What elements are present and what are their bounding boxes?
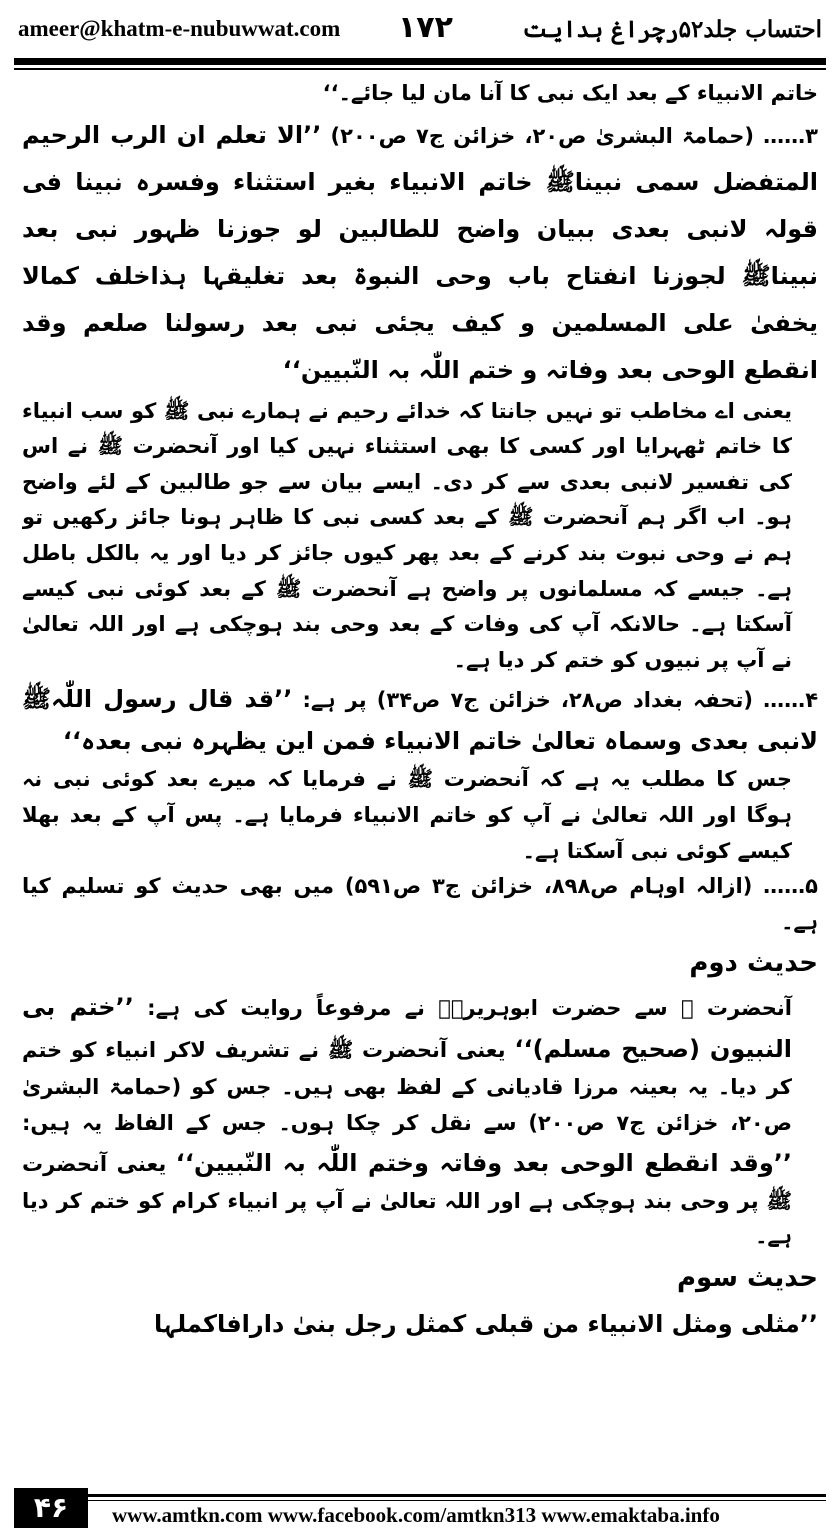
paragraph-8: ’’مثلی ومثل الانبیاء من قبلی کمثل رجل بنیٰ دارافاکملہا: [154, 1309, 818, 1338]
paragraph-3: یعنی اے مخاطب تو نہیں جانتا کہ خدائے رحیم نے ہمارے نبی ﷺ کو سب انبیاء کا خاتم ٹھہرایا اور کسی کا بھی استثناء نہیں کیا اور آنحضرت ﷺ نے اس کی تفسیر لانبی بعدی سے کر دی۔ ایسے بیان سے جو طالبین کے لئے واضح ہو۔ اب اگر ہم آنحضرت ﷺ کے بعد کسی نبی کا ظاہر ہونا جائز رکھیں تو ہم نے وحی نبوت بند کرنے کے بعد پھر کیوں جائز کر دیا اور یہ بالکل باطل ہے۔ جیسے کہ مسلمانوں پر واضح ہے آنحضرت ﷺ کے بعد کوئی نبی کیسے آسکتا ہے۔ حالانکہ آپ کی وفات کے بعد وحی بند ہوچکی ہے اور اللہ تعالیٰ نے آپ پر نبیوں کو ختم کر دیا ہے۔: [22, 398, 792, 672]
header-page-number: ۱۷۲: [398, 10, 453, 45]
paragraph-1: خاتم الانبیاء کے بعد ایک نبی کا آنا مان لیا جائے۔‘‘: [322, 81, 818, 105]
header-rule-thick: [14, 58, 826, 65]
heading-hadith-3: حدیث سوم: [676, 1262, 818, 1293]
page-body: [22, 76, 818, 1468]
header-book-title: احتساب جلد۵۲رچراغ ہدایت: [522, 16, 822, 43]
paragraph-6: ۵…… (ازالہ اوہام ص۸۹۸، خزائن ج۳ ص۵۹۱) میں بھی حدیث کو تسلیم کیا ہے۔: [22, 874, 818, 934]
footer-rule-thin: [88, 1500, 826, 1501]
header-email: ameer@khatm-e-nubuwwat.com: [18, 16, 341, 41]
arabic-quote-3: ’’ختم بی النبیون (صحیح مسلم)‘‘: [22, 993, 792, 1064]
p7-middle: یعنی آنحضرت ﷺ نے تشریف لاکر انبیاء کو ختم کر دیا۔ یہ بعینہ مرزا قادیانی کے لفظ بھی ہیں۔ جس کو (حمامۃ البشریٰ ص۲۰، خزائن ج۷ ص۲۰۰) سے نقل کر چکا ہوں۔ جس کے الفاظ یہ ہیں:: [22, 1038, 792, 1135]
item-number-4: ۴……: [753, 688, 818, 713]
paragraph-4: [22, 678, 818, 762]
footer-page-number: ۴۶: [14, 1488, 88, 1528]
page-header: [14, 10, 826, 54]
arabic-quote-1: ’’الا تعلم ان الرب الرحیم المتفضل سمی نبیناﷺ خاتم الانبیاء بغیر استثناء وفسرہ نبینا فی قولہ لانبی بعدی ببیان واضح للطالبین لو جوزنا ظہور نبی بعد نبیناﷺ لجوزنا انفتاح باب وحی النبوۃ بعد تغلیقہا ہذاخلف کمالا یخفیٰ علی المسلمین و کیف یجئی نبی بعد رسولنا صلعم وقد انقطع الوحی بعد وفاتہ و ختم اللّٰہ بہ النّبیین‘‘: [22, 120, 818, 384]
footer-rule-thick: [88, 1494, 826, 1497]
arabic-quote-4: ’’وقد انقطع الوحی بعد وفاتہ وختم اللّٰہ بہ النّبیین‘‘: [175, 1148, 792, 1177]
header-rule-thin: [14, 68, 826, 70]
paragraph-2: [22, 112, 818, 394]
p7-intro: آنحضرت ﷺ سے حضرت ابوہریرہؓ نے مرفوعاً روایت کی ہے:: [133, 996, 793, 1021]
page-footer: [14, 1488, 826, 1528]
p7-end: یعنی آنحضرت ﷺ پر وحی بند ہوچکی ہے اور اللہ تعالیٰ نے آپ پر انبیاء کرام کو ختم کر دیا ہے۔: [22, 1151, 792, 1249]
reference-hamamat: (حمامۃ البشریٰ ص۲۰، خزائن ج۷ ص۲۰۰): [321, 123, 754, 148]
item-number-3: ۳……: [754, 123, 818, 148]
footer-urls: www.amtkn.com www.facebook.com/amtkn313 www.emaktaba.info: [112, 1503, 720, 1527]
paragraph-7: [22, 986, 818, 1254]
reference-tohfa: (تحفہ بغداد ص۲۸، خزائن ج۷ ص۳۴) پر ہے:: [292, 688, 754, 713]
paragraph-5: جس کا مطلب یہ ہے کہ آنحضرت ﷺ نے فرمایا کہ میرے بعد کوئی نبی نہ ہوگا اور اللہ تعالیٰ نے آپ کو خاتم الانبیاء فرمایا ہے۔ پس آپ کے بعد بھلا کیسے کوئی نبی آسکتا ہے۔: [22, 767, 792, 863]
arabic-quote-2: ’’قد قال رسول اللّٰہﷺ لانبی بعدی وسماہ تعالیٰ خاتم الانبیاء فمن این یظہرہ نبی بعدہ‘‘: [22, 685, 818, 756]
heading-hadith-2: حدیث دوم: [689, 948, 818, 979]
